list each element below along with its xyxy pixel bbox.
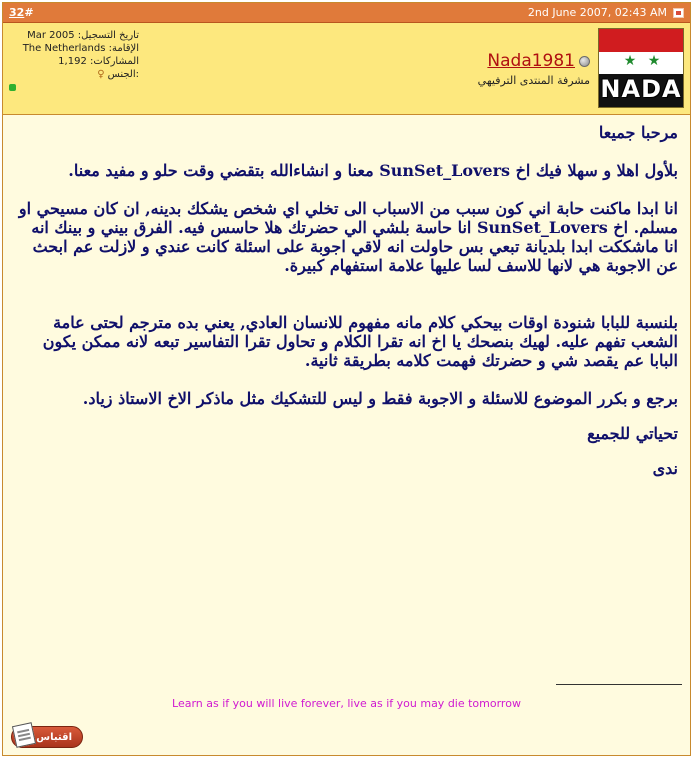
message-closing: تحياتي للجميع <box>587 424 678 443</box>
quote-button[interactable] <box>11 726 83 748</box>
post-number[interactable] <box>9 6 34 19</box>
avatar[interactable] <box>598 28 684 108</box>
message-paragraph: بلأول اهلا و سهلا فيك اخ SunSet_Lovers معنا و انشاءالله بتقضي وقت حلو و مفيد معنا. <box>68 161 678 180</box>
post-number-link[interactable] <box>9 6 24 19</box>
gender-row <box>9 68 139 81</box>
female-gender-icon: ♀ <box>97 69 105 80</box>
join-date: تاريخ التسجيل: Mar 2005 <box>27 30 139 41</box>
star-icon: ★ <box>623 52 637 69</box>
offline-status-icon <box>579 56 590 67</box>
message-paragraph: بلنسبة للبابا شنودة اوقات بيحكي كلام مانه مفهوم للانسان العادي, يعني بده مترجم لحتى عامة الشعب تفهم عليه. لهيك بنصحك يا اخ انه تقرا الكلام و تحاول تقرا التفاسير تبعه لانه ممكن يكون البابا عم يقصد شي و حضرتك فهمت كلامه بطريقة ثانية. <box>42 313 678 370</box>
signature: Learn as if you will live forever, live as if you may die tomorrow <box>172 697 521 710</box>
message-greeting: مرحبا جميعا <box>598 123 678 142</box>
post-number-prefix: # <box>24 6 34 19</box>
username-link[interactable]: Nada1981 <box>487 51 575 71</box>
online-status-icon <box>9 84 16 91</box>
post-status-icon <box>673 8 684 18</box>
quote-button-label: اقتباس <box>36 731 72 743</box>
user-info-bar <box>3 23 690 115</box>
post <box>2 2 691 756</box>
post-number-value: 32 <box>9 6 25 19</box>
spacer <box>15 294 678 313</box>
post-message <box>3 115 690 478</box>
message-paragraph: برجع و بكرر الموضوع للاسئلة و الاجوبة فقط و ليس للتشكيك مثل ماذكر الاخ الاستاذ زياد. <box>82 389 678 408</box>
username-block <box>478 51 590 87</box>
quote-icon <box>12 722 36 748</box>
status-row <box>9 82 139 95</box>
flag-red-stripe <box>599 29 683 52</box>
signature-divider <box>556 684 682 685</box>
star-icon: ★ <box>647 52 661 69</box>
message-paragraph: انا ابدا ماكنت حابة اني كون سبب من الاسباب الى تخلي اي شخص يشكك بدينه, ان كان مسيحي او مسلم. اخ SunSet_Lovers انا حاسة بلشي الي حضرتك هلا حاسس فيه. الفرق بيني و بينك انه انا ماشككت ابدا بلديانة تبعي بس حاولت انه لاقي اجوبة على اسئلة كانت عندي و لازلت عم ابحث عن الاجوبة هي لانها للاسف لسا عليها علامة استفهام كبيرة. <box>18 199 678 275</box>
post-date-wrap <box>528 6 684 19</box>
avatar-text: NADA <box>600 75 682 103</box>
message-signoff: ندى <box>652 459 678 478</box>
user-location: الإقامة: The Netherlands <box>22 43 139 54</box>
post-header <box>3 3 690 23</box>
gender-label: الجنس: <box>107 69 139 80</box>
user-title: مشرفة المنتدى الترفيهي <box>477 74 590 87</box>
username-row <box>478 51 590 71</box>
post-date: 2nd June 2007, 02:43 AM <box>527 6 667 19</box>
flag-white-stripe <box>599 52 683 74</box>
user-details <box>9 29 139 95</box>
user-post-count: المشاركات: 1,192 <box>58 56 139 67</box>
